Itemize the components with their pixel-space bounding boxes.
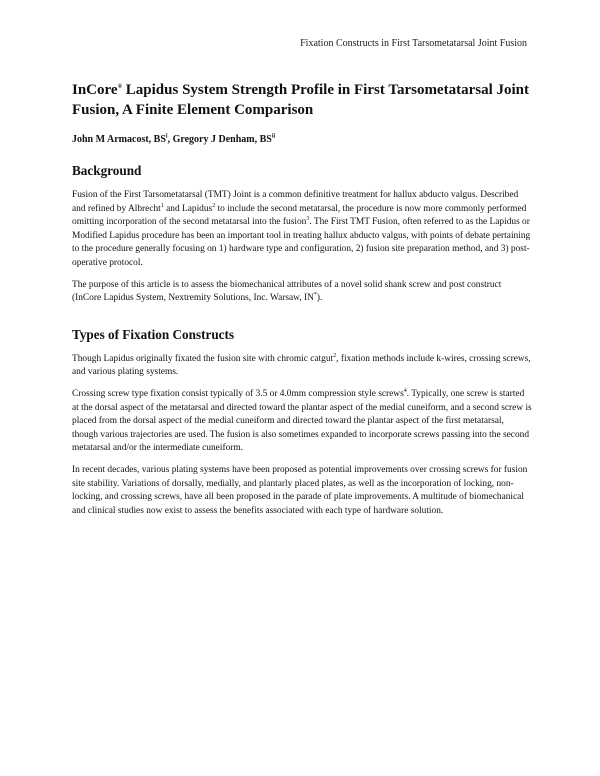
author-1-affiliation: i [165,133,168,140]
article-title [72,80,532,120]
author-1: John M Armacost, BS [72,134,166,145]
text-run: to include the second metatarsal, the procedure is now more commonly performed omitting incorporation of the second metatarsal into the fusion [72,203,527,228]
text-run: ). [316,293,323,304]
text-run: Though Lapidus originally fixated the fusion site with chromic catgut [72,353,334,364]
section-heading-fixation: Types of Fixation Constructs [72,326,235,342]
citation-2: 2 [212,202,216,209]
citation-4: 4 [403,387,407,394]
text-run: Fusion of the First Tarsometatarsal (TMT) Joint is a common definitive treatment for hallux abducto valgus. Described and refined by Albrecht [72,190,519,214]
footnote-marker: * [313,292,317,299]
title-brand: InCore [72,82,118,98]
citation-1: 1 [160,202,164,209]
text-run: . The First TMT Fusion, often referred to as the Lapidus or Modified Lapidus procedure has been an important tool in treating hallux abducto valgus, with points of debate pertaining to the procedure generally focusing on 1) hardware type and configuration, 2) fusion site preparation method, and 3) post-operative protocol. [72,217,531,268]
citation-2: 2 [333,352,337,359]
fixation-paragraph-3: In recent decades, various plating systems have been proposed as potential improvements over crossing screws for fusion site stability. Variations of dorsally, medially, and plantarly placed plates, as well as the incorporation of locking, non-locking, and crossing screws, have all been proposed in the parade of plate improvements. A multitude of biomechanical and clinical studies now exist to assess the benefits associated with each type of hardware solution. [72,464,528,516]
text-run: The purpose of this article is to assess the biomechanical attributes of a novel solid shank screw and post construct (InCore Lapidus System, Nextremity Solutions, Inc. Warsaw, IN [72,279,502,304]
citation-3: 3 [306,216,310,223]
fixation-paragraph-1 [72,353,532,380]
text-run: . Typically, one screw is started at the dorsal aspect of the metatarsal and directed toward the plantar aspect of the medial cuneiform, and a second screw is placed from the dorsal aspect of the medial cuneiform and directed toward the plantar aspect of the first metatarsal, though various trajectories are used. The fusion is also sometimes expanded to incorporate screws passing into the second metatarsal and/or the intermediate cuneiform. [72,388,532,454]
article-body [72,80,532,526]
registered-mark: ® [117,84,123,90]
title-rest: Lapidus System Strength Profile in First Tarsometatarsal Joint Fusion, A Finite Element Comparison [72,82,530,118]
author-separator: , [167,134,173,145]
text-run: Crossing screw type fixation consist typically of 3.5 or 4.0mm compression style screws [72,388,404,399]
text-run: and Lapidus [163,203,213,214]
author-2: Gregory J Denham, BS [172,134,272,145]
fixation-paragraph-2 [72,388,532,456]
author-line [72,134,532,145]
author-2-affiliation: ii [271,133,276,140]
running-header: Fixation Constructs in First Tarsometatarsal Joint Fusion [300,38,527,49]
background-paragraph-2 [72,279,532,306]
section-heading-background: Background [72,163,142,178]
background-paragraph-1 [72,189,532,271]
text-run: , fixation methods include k-wires, crossing screws, and various plating systems. [72,353,531,378]
